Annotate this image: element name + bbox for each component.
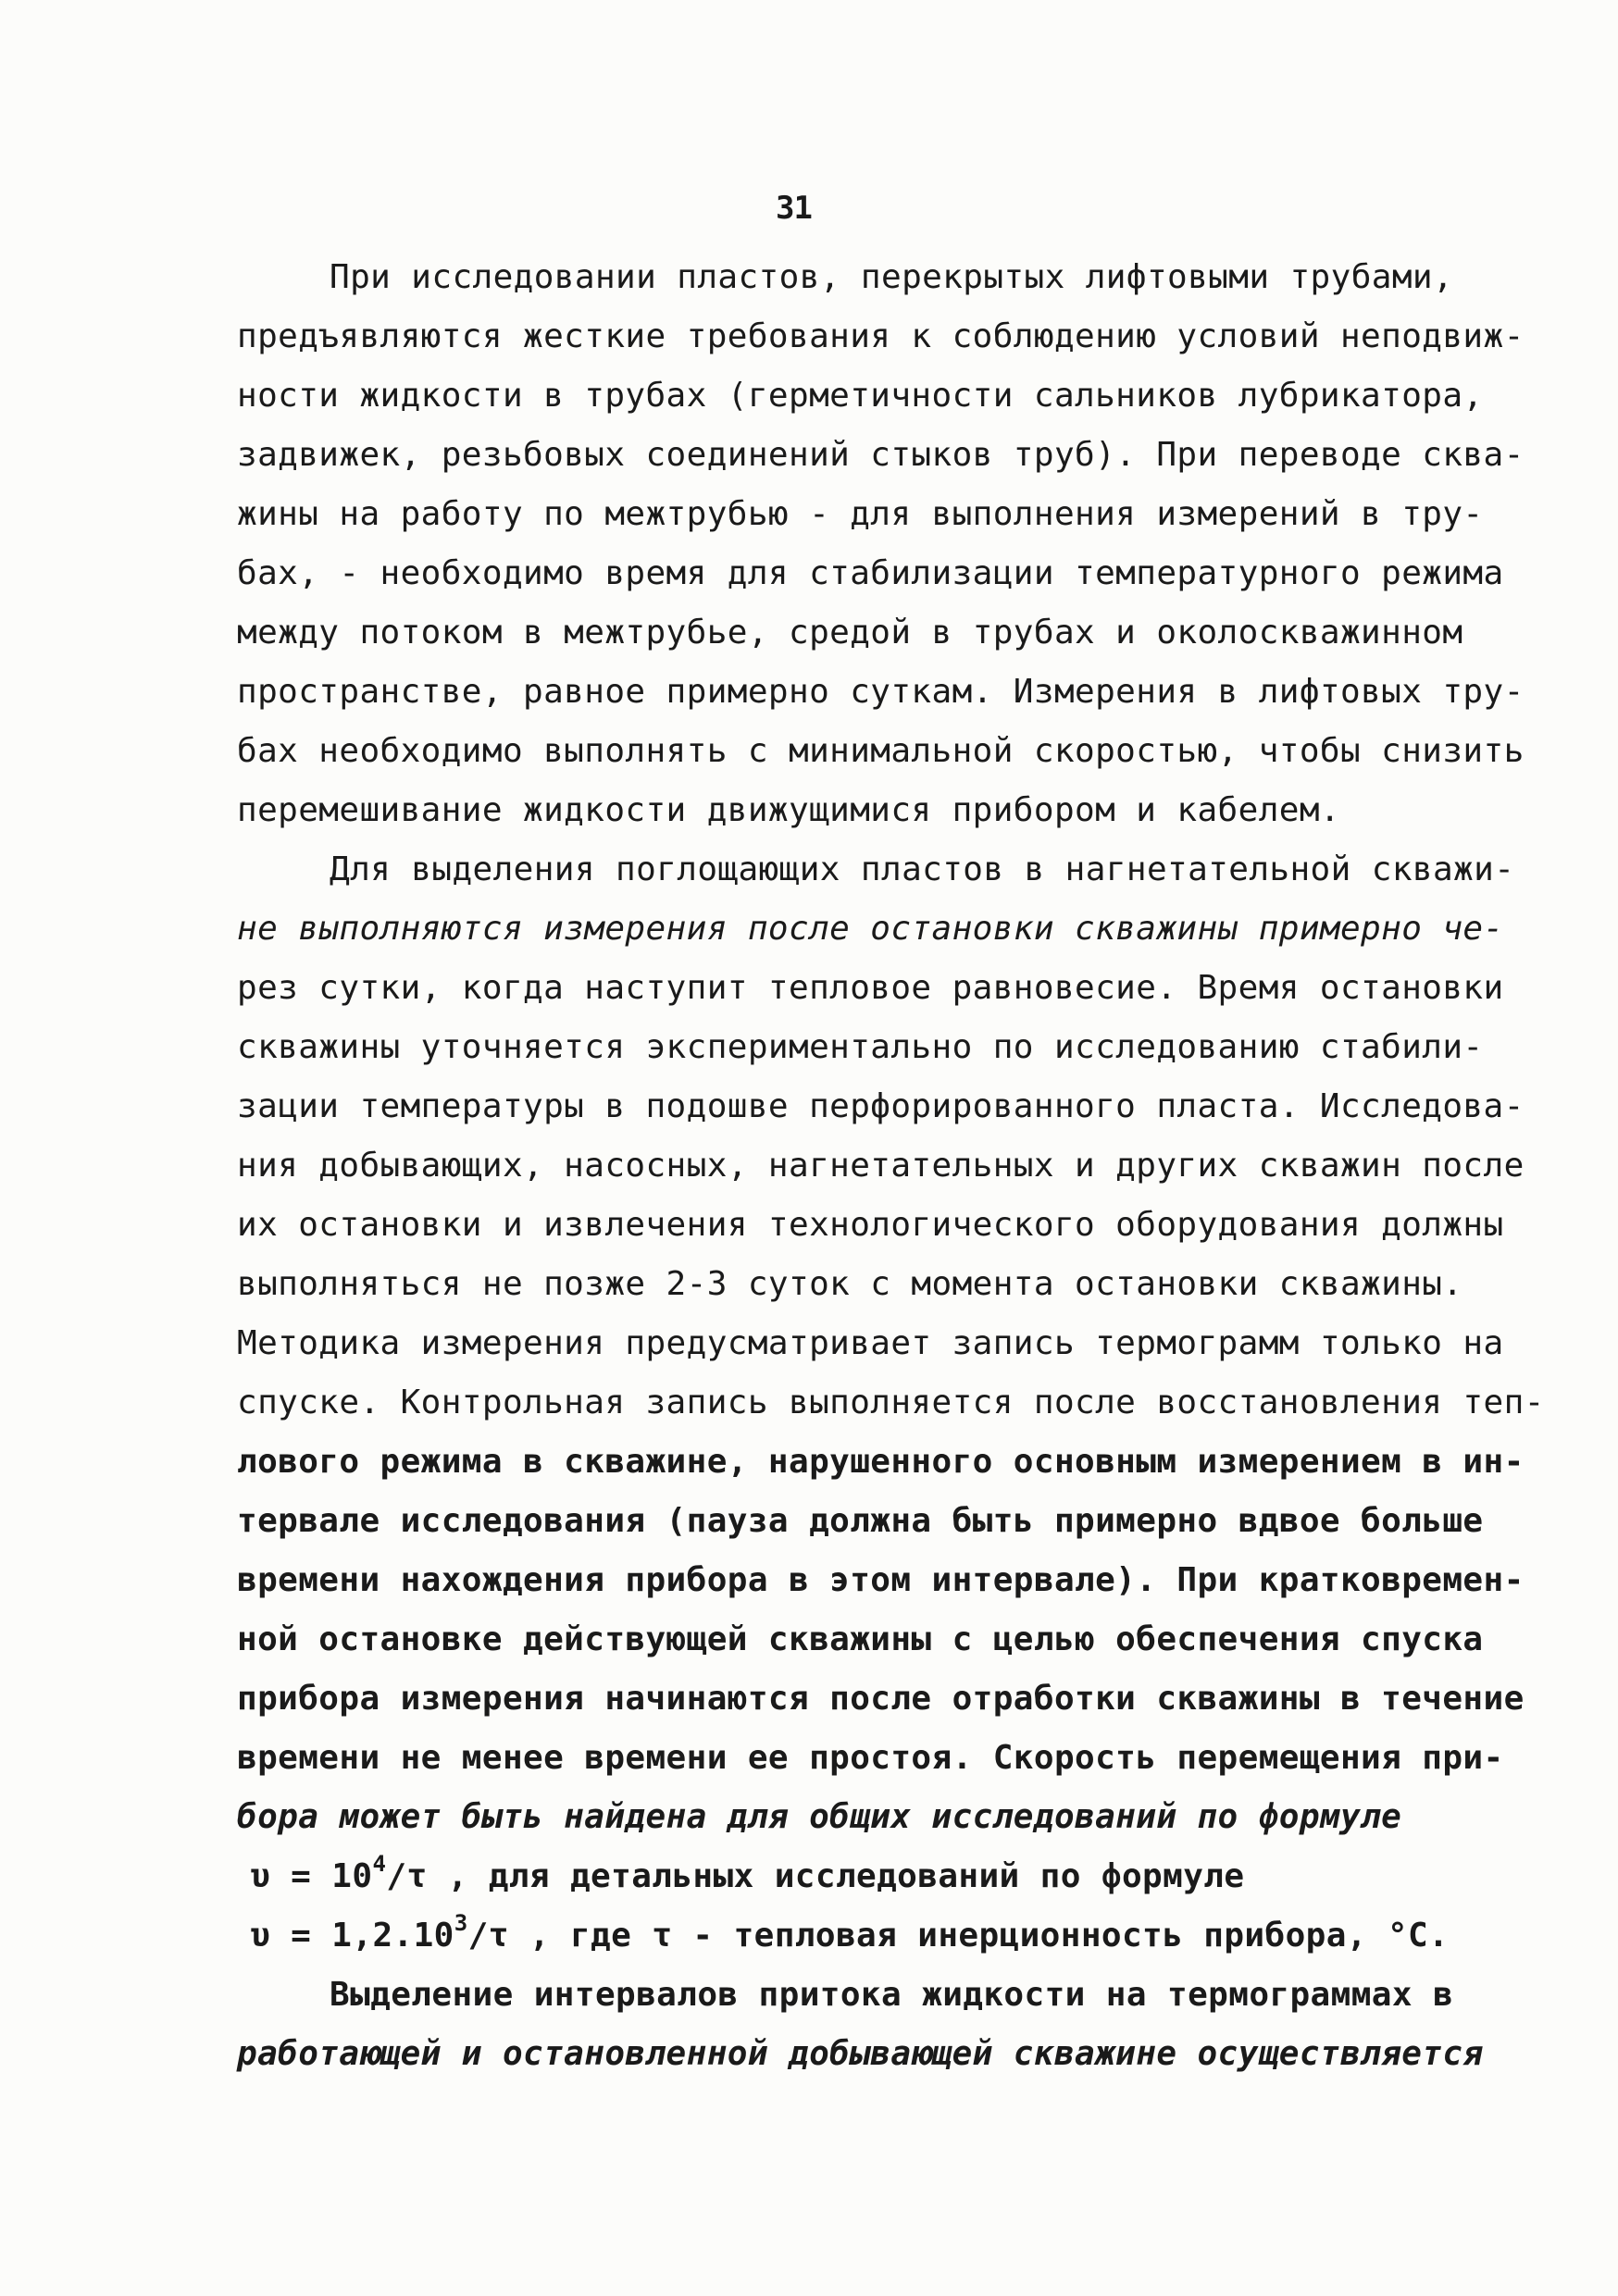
body-line: рез сутки, когда наступит тепловое равновесие. Время остановки bbox=[237, 969, 1504, 1007]
formula-exponent: 4 bbox=[372, 1851, 387, 1877]
body-line: зации температуры в подошве перфорированного пласта. Исследова- bbox=[237, 1087, 1525, 1125]
body-line: перемешивание жидкости движущимися прибором и кабелем. bbox=[237, 791, 1340, 829]
formula-lhs: υ = 10 bbox=[250, 1857, 373, 1895]
body-line: тервале исследования (пауза должна быть примерно вдвое больше bbox=[237, 1502, 1484, 1540]
body-line: предъявляются жесткие требования к соблюдению условий неподвиж- bbox=[237, 317, 1525, 355]
document-body bbox=[237, 248, 1545, 2084]
body-line: прибора измерения начинаются после отработки скважины в течение bbox=[237, 1680, 1525, 1718]
body-line: бах необходимо выполнять с минимальной скоростью, чтобы снизить bbox=[237, 732, 1525, 770]
formula-line bbox=[237, 1847, 1431, 1906]
body-line: пространстве, равное примерно суткам. Измерения в лифтовых тру- bbox=[237, 673, 1525, 711]
body-line: их остановки и извлечения технологического оборудования должны bbox=[237, 1206, 1504, 1244]
body-line: времени нахождения прибора в этом интервале). При кратковремен- bbox=[237, 1561, 1525, 1599]
formula-rhs: /τ bbox=[467, 1917, 509, 1955]
body-line: спуске. Контрольная запись выполняется после восстановления теп- bbox=[237, 1384, 1545, 1421]
body-line: ния добывающих, насосных, нагнетательных и других скважин после bbox=[237, 1147, 1525, 1185]
body-line: выполняться не позже 2-3 суток с момента остановки скважины. bbox=[237, 1265, 1463, 1303]
formula-exponent: 3 bbox=[454, 1910, 468, 1936]
body-line: между потоком в межтрубье, средой в трубах и околоскважинном bbox=[237, 614, 1463, 652]
body-line: При исследовании пластов, перекрытых лифтовыми трубами, bbox=[330, 258, 1454, 296]
formula-rhs: /τ bbox=[386, 1857, 428, 1895]
formula-lhs: υ = 1,2.10 bbox=[250, 1917, 454, 1955]
page-number: 31 bbox=[776, 190, 812, 227]
body-line: скважины уточняется экспериментально по исследованию стабили- bbox=[237, 1028, 1484, 1066]
formula-text: , где τ - тепловая инерционность прибора, °С. bbox=[508, 1917, 1450, 1955]
formula-text: , для детальных исследований по формуле bbox=[427, 1857, 1245, 1895]
body-line: ной остановке действующей скважины с целью обеспечения спуска bbox=[237, 1620, 1484, 1658]
body-line: Методика измерения предусматривает запись термограмм только на bbox=[237, 1324, 1504, 1362]
body-line: Для выделения поглощающих пластов в нагнетательной скважи- bbox=[330, 850, 1515, 888]
body-line: работающей и остановленной добывающей скважине осуществляется bbox=[237, 2035, 1484, 2073]
body-line: лового режима в скважине, нарушенного основным измерением в ин- bbox=[237, 1443, 1525, 1481]
body-line: Выделение интервалов притока жидкости на термограммах в bbox=[330, 1976, 1454, 2014]
body-line: бора может быть найдена для общих исследований по формуле bbox=[237, 1798, 1402, 1836]
body-line: времени не менее времени ее простоя. Скорость перемещения при- bbox=[237, 1739, 1504, 1777]
body-line: задвижек, резьбовых соединений стыков труб). При переводе сква- bbox=[237, 436, 1525, 474]
body-line: бах, - необходимо время для стабилизации температурного режима bbox=[237, 554, 1504, 592]
body-line: не выполняются измерения после остановки скважины примерно че- bbox=[237, 910, 1504, 948]
body-line: ности жидкости в трубах (герметичности сальников лубрикатора, bbox=[237, 377, 1484, 415]
body-line: жины на работу по межтрубью - для выполнения измерений в тру- bbox=[237, 495, 1484, 533]
formula-line bbox=[237, 1906, 1450, 1966]
